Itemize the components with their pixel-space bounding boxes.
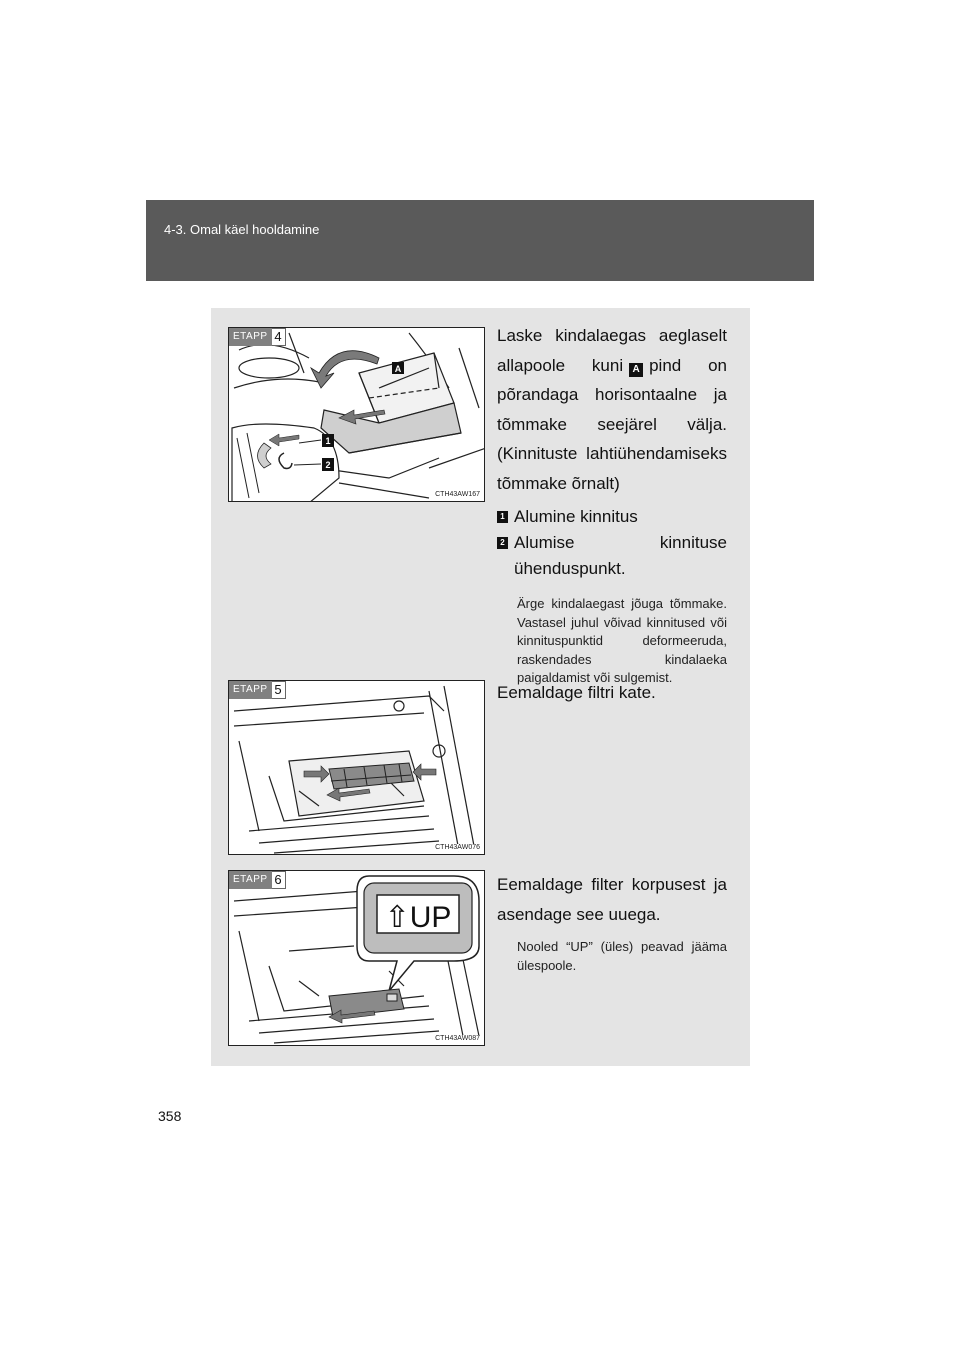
step-6-illustration: [228, 870, 485, 1046]
filter-cover-drawing: [229, 681, 485, 855]
step-5-illustration: [228, 680, 485, 855]
step-6-text: [497, 870, 727, 975]
step-badge: ETAPP 5: [229, 681, 286, 699]
step-5-text: [497, 678, 727, 708]
step-6-instruction: Eemaldage filter korpusest ja asendage see uuega.: [497, 875, 727, 924]
legend-item: 1 Alumine kinnitus: [497, 504, 727, 530]
step-badge: ETAPP 4: [229, 328, 286, 346]
section-header-bar: [146, 200, 814, 281]
caution-note: Ärge kindalaegast jõuga tõmmake. Vastasel juhul võivad kinnitused või kinnituspunktid deformeeruda, raskendades kindalaeka paigaldamist või sulgemist.: [517, 596, 727, 685]
legend-item: 2 Alumise kinnituse ühenduspunkt.: [497, 530, 727, 582]
callout-a: A: [394, 364, 402, 374]
image-code: CTH43AW167: [435, 491, 480, 498]
image-code: CTH43AW087: [435, 1035, 480, 1042]
content-panel: [211, 308, 750, 1066]
step-badge: ETAPP 6: [229, 871, 286, 889]
page-number: 358: [158, 1108, 182, 1124]
filter-replace-drawing: [229, 871, 485, 1046]
step-4-instruction: Laske kindalaegas aeglaselt allapoole kuni A pind on põrandaga horisontaalne ja tõmmake seejärel välja. (Kinnituste lahtiühendamiseks tõmmake õrnalt): [497, 326, 727, 493]
callout-a-icon: A: [629, 363, 643, 377]
glovebox-lowering-drawing: [229, 328, 485, 502]
callout-2: 2: [325, 460, 331, 470]
orientation-note: Nooled “UP” (üles) peavad jääma ülespoole.: [517, 939, 727, 973]
step-4-illustration: [228, 327, 485, 502]
image-code: CTH43AW076: [435, 844, 480, 851]
step-4-text: [497, 321, 727, 688]
callout-legend: [497, 504, 727, 582]
step-5-instruction: Eemaldage filtri kate.: [497, 683, 656, 702]
up-label: ⇧UP: [384, 901, 452, 934]
section-title: 4-3. Omal käel hooldamine: [164, 222, 320, 237]
callout-1: 1: [325, 436, 331, 446]
